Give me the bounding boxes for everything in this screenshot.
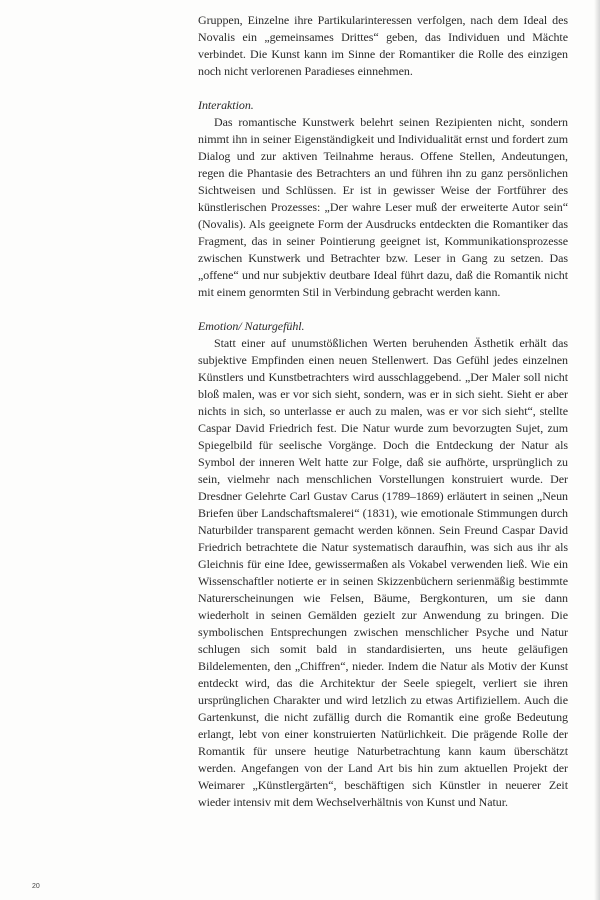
page-edge-shadow [594, 0, 600, 900]
section-heading-emotion: Emotion/ Naturgefühl. [198, 319, 305, 333]
paragraph-emotion: Statt einer auf unumstößlichen Werten beruhenden Ästhetik erhält das subjektive Empfinden einen neuen Stellenwert. Das Gefühl jedes einzelnen Künstlers und Kunstbetrachters wird ausschlaggebend. „Der Maler soll nicht bloß malen, was er vor sich sieht, sondern, was er in sich sieht. Sieht er aber nichts in sich, so unterlasse er auch zu malen, was er vor sich sieht“, stellte Caspar David Friedrich fest. Die Natur wurde zum bevorzugten Sujet, zum Spiegelbild für seelische Vorgänge. Doch die Entdeckung der Natur als Symbol der inneren Welt hatte zur Folge, daß sie aufhörte, ursprünglich zu sein, vielmehr nach menschlichen Vorstellungen konstruiert wurde. Der Dresdner Gelehrte Carl Gustav Carus (1789–1869) erläutert in seinen „Neun Briefen über Landschaftsmalerei“ (1831), wie emotionale Stimmungen durch Naturbilder transparent gemacht werden können. Sein Freund Caspar David Friedrich betrachtete die Natur systematisch daraufhin, was sich aus ihr als Gleichnis für eine Idee, gewissermaßen als Vokabel verwenden ließ. Wie ein Wissenschaftler notierte er in seinen Skizzenbüchern serienmäßig bestimmte Naturerscheinungen wie Felsen, Bäume, Bergkonturen, um sie dann wiederholt in seinen Gemälden gezielt zur Anwendung zu bringen. Die symbolischen Entsprechungen zwischen menschlicher Psyche und Natur schlugen sich somit bald in standardisierten, uns heute geläufigen Bildelementen, den „Chiffren“, nieder. Indem die Natur als Motiv der Kunst entdeckt wird, das die Architektur der Seele spiegelt, verliert sie ihren ursprünglichen Charakter und wird letzlich zu etwas Artifiziellem. Auch die Gartenkunst, die nicht zufällig durch die Romantik eine große Bedeutung erlangt, lebt von einer konstruierten Natürlichkeit. Die prägende Rolle der Romantik für unsere heutige Naturbetrachtung kann kaum überschätzt werden. Angefangen von der Land Art bis hin zum aktuellen Projekt der Weimarer „Künstlergärten“, beschäftigen sich Künstler in neuerer Zeit wieder intensiv mit dem Wechselverhältnis von Kunst und Natur. [198, 336, 568, 809]
paragraph-interaktion: Das romantische Kunstwerk belehrt seinen Rezipienten nicht, sondern nimmt ihn in seiner Eigenständigkeit und Individualität ernst und fordert zum Dialog und zur aktiven Teilnahme heraus. Offene Stellen, Andeutungen, regen die Phantasie des Betrachters an und führen ihn zu ganz persönlichen Sichtweisen und Schlüssen. Er ist in gewisser Weise der Fortführer des künstlerischen Prozesses: „Der wahre Leser muß der erweiterte Autor sein“ (Novalis). Als geeignete Form der Ausdrucks entdeckten die Romantiker das Fragment, das in seiner Pointierung geeignet ist, Kommunikationsprozesse zwischen Kunstwerk und Betrachter bzw. Leser in Gang zu setzen. Das „offene“ und nur subjektiv deutbare Ideal führt dazu, daß die Romantik nicht mit einem genormten Stil in Verbindung gebracht werden kann. [198, 115, 568, 299]
page-number: 20 [32, 883, 40, 890]
paragraph-intro: Gruppen, Einzelne ihre Partikularinteressen verfolgen, nach dem Ideal des Novalis ein „gemeinsames Drittes“ geben, das Individuen und Mächte verbindet. Die Kunst kann im Sinne der Romantiker die Rolle des einzigen noch nicht verlorenen Paradieses einnehmen. [198, 13, 568, 78]
section-heading-interaktion: Interaktion. [198, 98, 254, 112]
body-text [198, 12, 568, 811]
